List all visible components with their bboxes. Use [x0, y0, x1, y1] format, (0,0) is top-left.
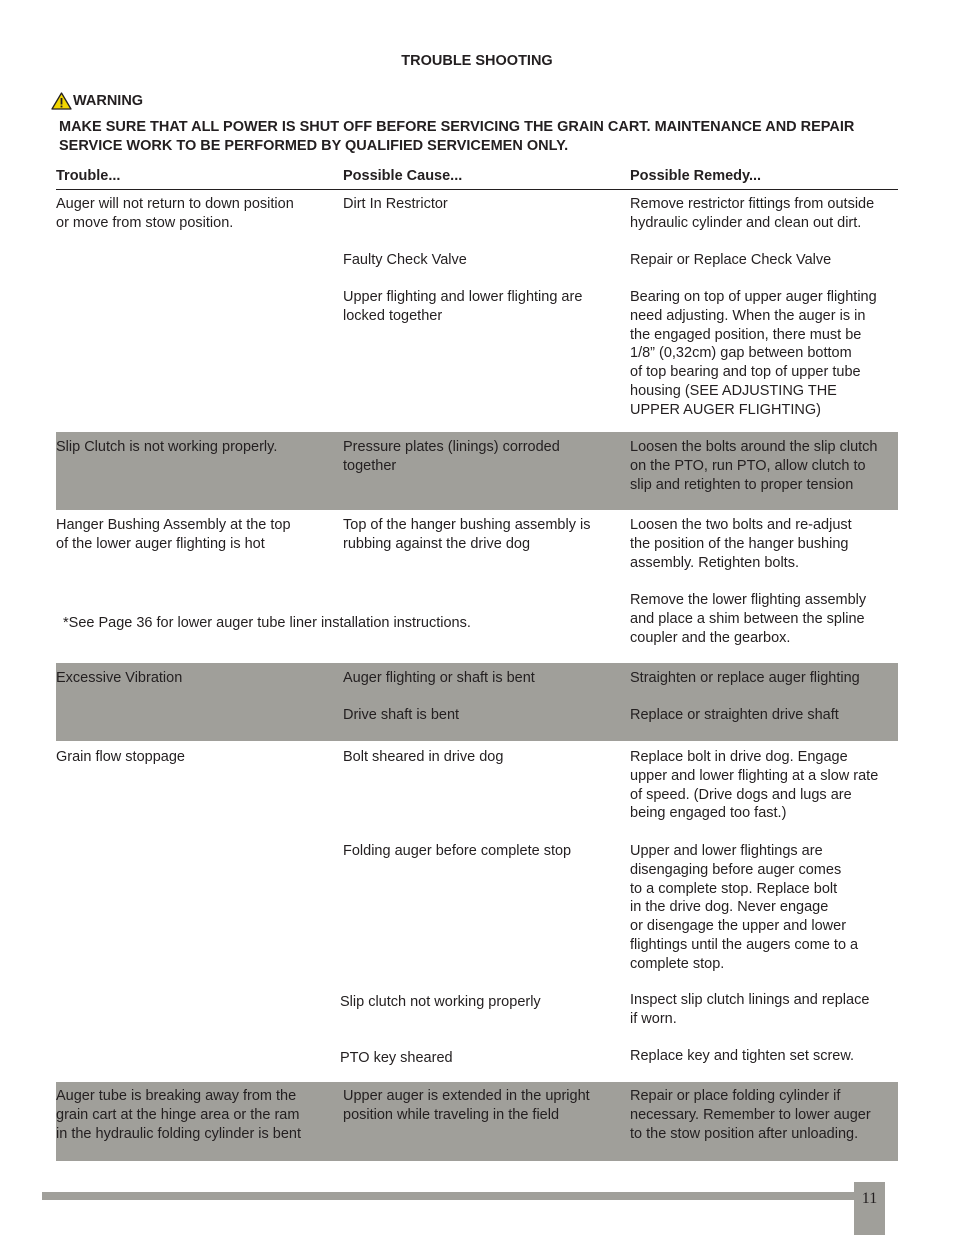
cause-cell: Drive shaft is bent — [343, 707, 460, 723]
remedy-column-header: Possible Remedy... — [630, 168, 762, 184]
remedy-cell: Replace or straighten drive shaft — [630, 707, 839, 723]
remedy-cell: Inspect slip clutch linings and replace if worn. — [630, 992, 870, 1027]
page-number: 11 — [861, 1190, 878, 1207]
cause-cell: Dirt In Restrictor — [343, 196, 448, 212]
trouble-cell: Excessive Vibration — [56, 670, 183, 686]
cause-cell: Upper auger is extended in the upright position while traveling in the field — [343, 1088, 590, 1123]
cause-cell: Pressure plates (linings) corroded together — [343, 439, 560, 474]
trouble-column-header: Trouble... — [56, 168, 121, 184]
remedy-cell: Replace bolt in drive dog. Engage upper and lower flighting at a slow rate of speed. (Drive dogs and lugs are being engaged too fast.) — [630, 749, 879, 822]
cause-cell: Folding auger before complete stop — [343, 843, 572, 859]
trouble-cell: Grain flow stoppage — [56, 749, 185, 765]
footer-bar — [42, 1192, 854, 1200]
warning-heading — [51, 92, 143, 110]
remedy-cell: Loosen the two bolts and re-adjust the position of the hanger bushing assembly. Retighten bolts. — [630, 517, 852, 571]
cause-cell: Bolt sheared in drive dog — [343, 749, 504, 765]
warning-label: WARNING — [73, 93, 144, 109]
remedy-cell: Loosen the bolts around the slip clutch on the PTO, run PTO, allow clutch to slip and retighten to proper tension — [630, 439, 878, 493]
liner-note: *See Page 36 for lower auger tube liner installation instructions. — [63, 615, 471, 631]
remedy-cell: Remove restrictor fittings from outside hydraulic cylinder and clean out dirt. — [630, 196, 875, 231]
warning-triangle-icon — [51, 92, 72, 110]
cause-cell: Top of the hanger bushing assembly is rubbing against the drive dog — [343, 517, 591, 552]
remedy-cell: Repair or place folding cylinder if necessary. Remember to lower auger to the stow position after unloading. — [630, 1088, 871, 1142]
remedy-cell: Replace key and tighten set screw. — [630, 1048, 855, 1064]
remedy-cell: Bearing on top of upper auger flighting need adjusting. When the auger is in the engaged position, there must be 1/8” (0,32cm) gap between bottom of top bearing and top of upper tube housing (SEE ADJUSTING THE UPPER AUGER FLIGHTING) — [630, 289, 877, 418]
trouble-cell: Auger tube is breaking away from the grain cart at the hinge area or the ram in the hydraulic folding cylinder is bent — [56, 1088, 302, 1142]
remedy-cell: Straighten or replace auger flighting — [630, 670, 860, 686]
remedy-cell: Repair or Replace Check Valve — [630, 252, 832, 268]
page-title: TROUBLE SHOOTING — [401, 53, 553, 69]
trouble-cell: Hanger Bushing Assembly at the top of the lower auger flighting is hot — [56, 517, 291, 552]
cause-cell: PTO key sheared — [340, 1050, 453, 1066]
warning-text: MAKE SURE THAT ALL POWER IS SHUT OFF BEFORE SERVICING THE GRAIN CART. MAINTENANCE AND REPAIR SERVICE WORK TO BE PERFORMED BY QUALIFIED SERVICEMEN ONLY. — [59, 119, 855, 154]
cause-cell: Slip clutch not working properly — [340, 994, 541, 1010]
header-divider — [56, 189, 898, 190]
cause-cell: Auger flighting or shaft is bent — [343, 670, 535, 686]
cause-column-header: Possible Cause... — [343, 168, 463, 184]
trouble-cell: Slip Clutch is not working properly. — [56, 439, 278, 455]
trouble-cell: Auger will not return to down position or move from stow position. — [56, 196, 294, 231]
remedy-cell: Remove the lower flighting assembly and place a shim between the spline coupler and the gearbox. — [630, 592, 867, 646]
remedy-cell: Upper and lower flightings are disengaging before auger comes to a complete stop. Replace bolt in the drive dog. Never engage or disengage the upper and lower flightings until the augers come to a complete stop. — [630, 843, 859, 972]
cause-cell: Faulty Check Valve — [343, 252, 467, 268]
cause-cell: Upper flighting and lower flighting are locked together — [343, 289, 583, 324]
